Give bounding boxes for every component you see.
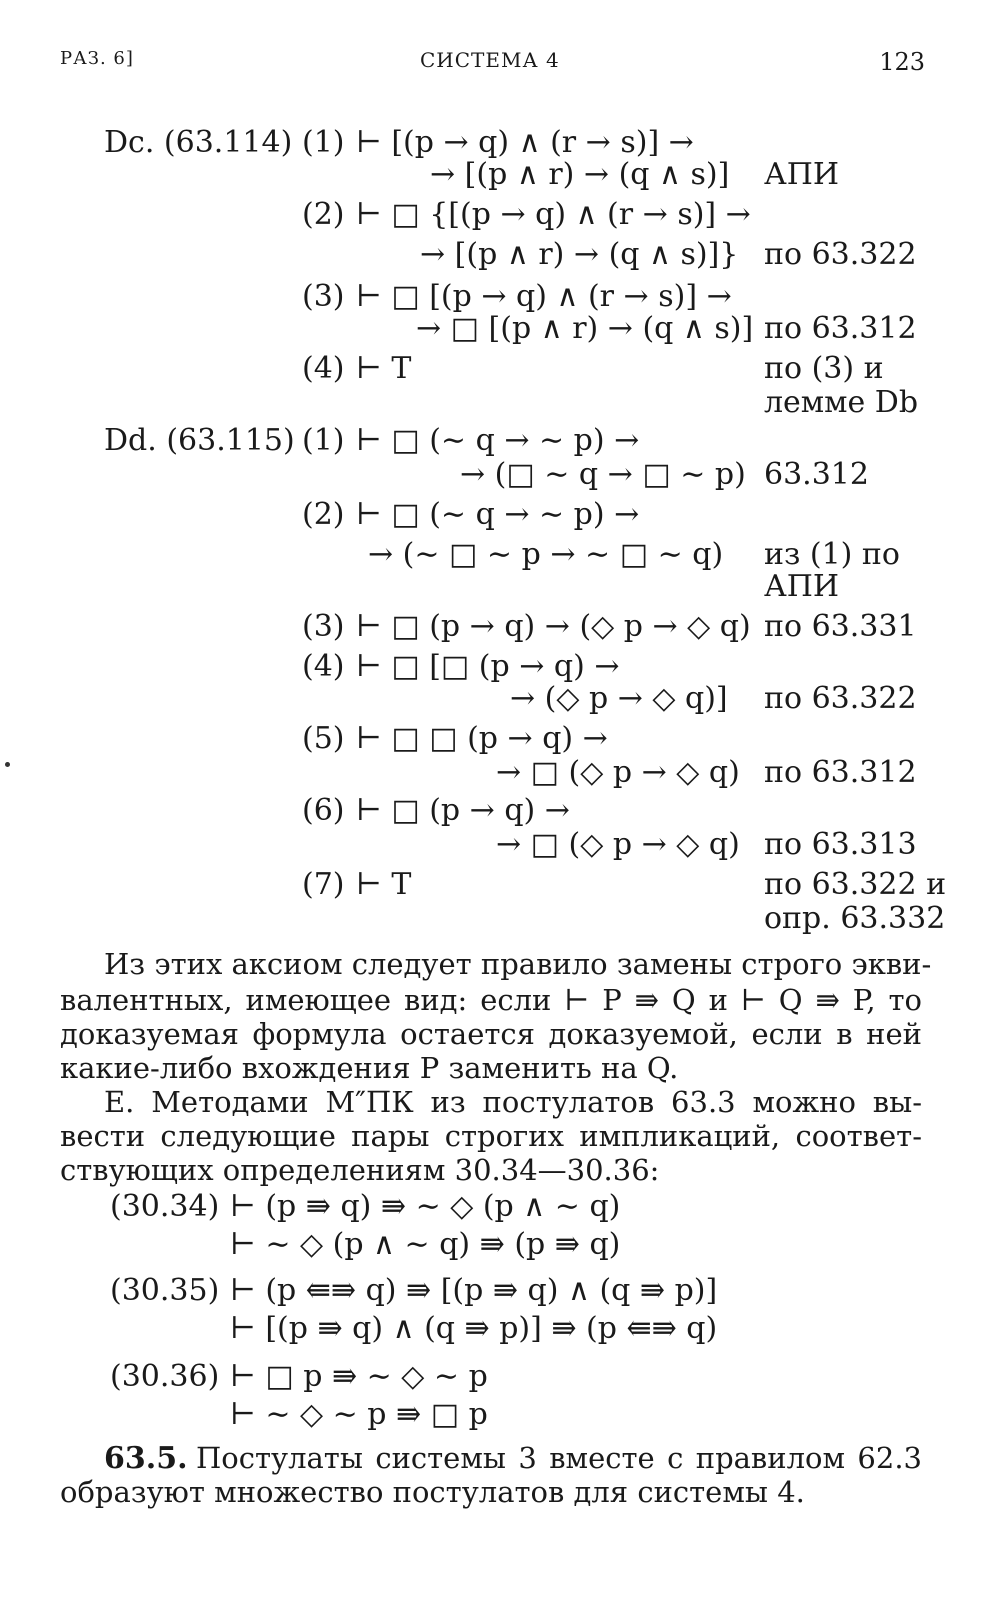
step-number: (2) xyxy=(302,197,345,232)
justification: по 63.331 xyxy=(764,609,917,644)
print-speck xyxy=(5,762,10,767)
formula: → (∼ □ ∼ p → ∼ □ ∼ q) xyxy=(368,537,724,572)
formula: → □ [(p ∧ r) → (q ∧ s)] xyxy=(416,311,754,346)
running-head-section: РАЗ. 6] xyxy=(60,48,134,69)
step-number: (4) xyxy=(302,351,345,386)
formula: → □ (◇ p → ◇ q) xyxy=(496,827,740,862)
formula: ⊢ T xyxy=(356,351,412,386)
formula: ⊢ □ [(p → q) ∧ (r → s)] → xyxy=(356,279,732,314)
formula: ⊢ □ □ (p → q) → xyxy=(356,721,608,756)
text-line: валентных, имеющее вид: если ⊢ P ⇛ Q и ⊢ Q ⇛ P, то xyxy=(60,983,922,1017)
step-number: (1) xyxy=(302,423,345,458)
step-number: (7) xyxy=(302,867,345,902)
justification: АПИ xyxy=(764,157,840,192)
formula: → [(p ∧ r) → (q ∧ s)]} xyxy=(420,237,739,272)
justification: по 63.313 xyxy=(764,827,917,862)
text-line: вести следующие пары строгих импликаций, соответ- xyxy=(60,1119,922,1153)
justification: по 63.322 и xyxy=(764,867,947,902)
step-number: (5) xyxy=(302,721,345,756)
section-number: 63.5. xyxy=(104,1441,188,1476)
text-line: какие-либо вхождения P заменить на Q. xyxy=(60,1051,679,1085)
text-line: ствующих определениям 30.34—30.36: xyxy=(60,1153,660,1187)
formula: → [(p ∧ r) → (q ∧ s)] xyxy=(430,157,730,192)
text-line: Из этих аксиом следует правило замены строго экви- xyxy=(104,947,932,981)
formula: ⊢ ∼ ◇ ∼ p ⇛ □ p xyxy=(230,1397,488,1432)
definition-number: (30.36) xyxy=(110,1359,220,1394)
formula: → (◇ p → ◇ q)] xyxy=(510,681,728,716)
justification: по 63.312 xyxy=(764,755,917,790)
proof-label: Dd. (63.115) xyxy=(104,423,295,458)
step-number: (3) xyxy=(302,609,345,644)
text-line: Постулаты системы 3 вместе с правилом 62.3 xyxy=(196,1441,922,1475)
formula: → (□ ∼ q → □ ∼ p) xyxy=(460,457,746,492)
justification: АПИ xyxy=(764,569,840,604)
formula: ⊢ [(p ⇛ q) ∧ (q ⇛ p)] ⇛ (p ⇚⇛ q) xyxy=(230,1311,718,1346)
step-number: (1) xyxy=(302,125,345,160)
formula: ⊢ □ (p → q) → xyxy=(356,793,570,828)
justification: опр. 63.332 xyxy=(764,901,946,936)
formula: ⊢ (p ⇛ q) ⇛ ∼ ◇ (p ∧ ∼ q) xyxy=(230,1189,621,1224)
formula: ⊢ □ (p → q) → (◇ p → ◇ q) xyxy=(356,609,751,644)
text-line: образуют множество постулатов для системы 4. xyxy=(60,1475,805,1509)
formula: ⊢ □ (∼ q → ∼ p) → xyxy=(356,497,640,532)
text-line: E. Методами M″ПК из постулатов 63.3 можно вы- xyxy=(104,1085,922,1119)
formula: ⊢ ∼ ◇ (p ∧ ∼ q) ⇛ (p ⇛ q) xyxy=(230,1227,621,1262)
proof-label: Dc. (63.114) xyxy=(104,125,293,160)
text-line: доказуемая формула остается доказуемой, если в ней xyxy=(60,1017,922,1051)
definition-number: (30.35) xyxy=(110,1273,220,1308)
justification: по (3) и xyxy=(764,351,884,386)
justification: лемме Db xyxy=(764,385,919,420)
formula: ⊢ □ p ⇛ ∼ ◇ ∼ p xyxy=(230,1359,488,1394)
formula: → □ (◇ p → ◇ q) xyxy=(496,755,740,790)
justification: по 63.322 xyxy=(764,237,917,272)
formula: ⊢ □ [□ (p → q) → xyxy=(356,649,620,684)
justification: из (1) по xyxy=(764,537,900,572)
running-head-title: СИСТЕМА 4 xyxy=(420,48,560,72)
step-number: (6) xyxy=(302,793,345,828)
formula: ⊢ (p ⇚⇛ q) ⇛ [(p ⇛ q) ∧ (q ⇛ p)] xyxy=(230,1273,718,1308)
justification: по 63.322 xyxy=(764,681,917,716)
step-number: (4) xyxy=(302,649,345,684)
formula: ⊢ □ (∼ q → ∼ p) → xyxy=(356,423,640,458)
formula: ⊢ T xyxy=(356,867,412,902)
definition-number: (30.34) xyxy=(110,1189,220,1224)
formula: ⊢ [(p → q) ∧ (r → s)] → xyxy=(356,125,694,160)
justification: по 63.312 xyxy=(764,311,917,346)
step-number: (2) xyxy=(302,497,345,532)
page-number: 123 xyxy=(879,48,925,76)
justification: 63.312 xyxy=(764,457,869,492)
formula: ⊢ □ {[(p → q) ∧ (r → s)] → xyxy=(356,197,751,232)
step-number: (3) xyxy=(302,279,345,314)
